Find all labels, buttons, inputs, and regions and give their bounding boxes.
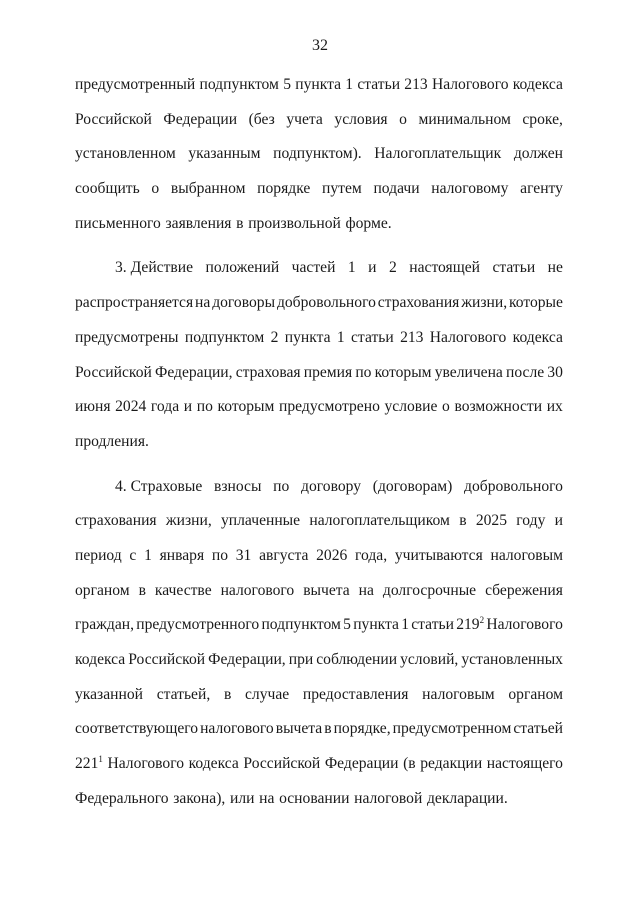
word: установленных	[461, 651, 563, 668]
word: июня	[75, 398, 111, 416]
word: возможности	[454, 398, 543, 416]
word: агенту	[520, 180, 563, 198]
page-number: 32	[312, 37, 328, 54]
word: вычета	[303, 581, 350, 599]
word: условий,	[400, 651, 459, 668]
text-line	[75, 207, 563, 242]
word: взносы	[214, 477, 262, 495]
word: $219^2$	[456, 615, 485, 634]
text-line	[75, 747, 563, 782]
word: статьи	[492, 259, 536, 277]
word: или	[229, 789, 255, 807]
word: подачи	[373, 180, 420, 198]
word: в	[138, 581, 146, 599]
word: Налогового	[429, 328, 507, 346]
word: (договорам)	[372, 477, 453, 495]
word: на	[195, 294, 211, 312]
word: Федерации,	[208, 651, 286, 668]
word: 31	[235, 546, 252, 564]
word: жизни,	[165, 512, 212, 530]
word: Российской	[75, 363, 152, 381]
word: порядке	[257, 180, 311, 198]
word: закона),	[173, 789, 226, 807]
word: подпунктом).	[273, 145, 362, 163]
word: Налогового	[486, 616, 563, 634]
word: налоговой	[354, 789, 423, 807]
word: 3. Действие	[115, 259, 194, 277]
word: налогового	[220, 581, 295, 599]
word: вычета	[275, 720, 323, 738]
text-line	[75, 137, 563, 172]
word: кодекса	[188, 755, 239, 773]
word: года	[150, 398, 180, 416]
word: января	[159, 546, 205, 564]
word: по	[273, 477, 290, 495]
text-line	[75, 470, 563, 505]
word: по	[355, 363, 372, 381]
word: на	[358, 581, 374, 599]
word: в	[223, 685, 232, 703]
word: добровольного	[464, 477, 563, 495]
word: условие	[384, 398, 438, 416]
text-line	[75, 712, 563, 747]
word: редакции	[420, 755, 483, 773]
word: 213	[400, 328, 424, 346]
word: Российской	[128, 651, 206, 668]
paragraph	[75, 68, 563, 241]
text-line	[75, 504, 563, 539]
word: в	[236, 214, 244, 232]
text-line	[75, 103, 563, 138]
word: путем	[322, 180, 362, 198]
word: Российской	[243, 755, 321, 773]
word: жизни,	[461, 294, 508, 312]
word: не	[547, 259, 563, 277]
word: в	[324, 720, 332, 738]
word: долгосрочные	[382, 581, 477, 599]
word: 1	[401, 616, 410, 634]
word: учитываются	[394, 546, 483, 564]
word: после	[506, 363, 545, 381]
word: договору	[301, 477, 362, 495]
word: уплаченные	[221, 512, 301, 530]
word: статьи	[351, 328, 394, 346]
word: Федерального	[75, 789, 169, 807]
word: 2	[389, 259, 397, 277]
word: в	[459, 512, 467, 530]
word: декларации.	[426, 789, 508, 807]
word: Федерации	[324, 755, 399, 773]
word: о	[151, 180, 160, 198]
text-line	[75, 782, 563, 817]
word: предусмотренном	[392, 720, 512, 738]
word: должен	[513, 145, 563, 163]
word: предусмотренный	[75, 76, 196, 93]
word: налоговым	[490, 546, 563, 564]
word: произвольной	[248, 214, 341, 232]
word: их	[546, 398, 563, 416]
word: статьи	[411, 616, 454, 634]
word: Налогоплательщик	[374, 145, 502, 163]
word: страхования	[377, 294, 460, 312]
word: положений	[205, 259, 280, 277]
word: продления.	[75, 432, 149, 450]
word: $221^1$	[75, 754, 103, 773]
word: письменного	[75, 214, 161, 232]
word: которым	[374, 363, 432, 381]
text-line	[75, 390, 563, 425]
word: налогоплательщиком	[309, 512, 450, 530]
word: которым	[217, 398, 275, 416]
word: Налогового	[107, 755, 185, 773]
word: налоговым	[422, 685, 495, 703]
word: предоставления	[302, 685, 409, 703]
word: выбранном	[170, 180, 246, 198]
word: сообщить	[75, 180, 140, 198]
word: основании	[279, 789, 350, 807]
word: кодекса	[512, 76, 563, 93]
word: 2	[270, 328, 279, 346]
word: и	[368, 259, 377, 277]
word: соответствующего	[75, 720, 199, 738]
text-line	[75, 286, 563, 321]
word: сроке,	[522, 110, 563, 128]
word: статьи	[357, 76, 401, 93]
word: налогового	[200, 720, 274, 738]
word: подпунктом	[184, 328, 265, 346]
paragraph-gap	[75, 460, 563, 470]
word: о	[442, 398, 450, 416]
word: увеличена	[434, 363, 503, 381]
word: настоящего	[486, 755, 563, 773]
paragraph	[75, 251, 563, 459]
word: соблюдении	[316, 651, 398, 668]
word: Российской	[75, 110, 152, 128]
word: августа	[259, 546, 309, 564]
word: по	[211, 546, 229, 564]
word: страхования	[75, 512, 157, 530]
word: 213	[404, 76, 428, 93]
word: органом	[508, 685, 563, 703]
word: Федерации	[163, 110, 238, 128]
text-line	[75, 678, 563, 713]
word: статьей,	[156, 685, 211, 703]
word: на	[259, 789, 275, 807]
word: порядке,	[333, 720, 391, 738]
word: минимальном	[418, 110, 511, 128]
word: пункта	[284, 328, 331, 346]
word: 2024	[115, 398, 147, 416]
document-body	[75, 68, 563, 816]
text-line	[75, 321, 563, 356]
word: предусмотрено	[279, 398, 380, 416]
word: и	[554, 512, 563, 530]
text-line	[75, 539, 563, 574]
word: случае	[245, 685, 290, 703]
text-line	[75, 643, 563, 678]
word: частей	[291, 259, 336, 277]
word: (в	[403, 755, 416, 773]
word: при	[288, 651, 314, 668]
text-line	[75, 425, 563, 460]
word: распространяется	[75, 294, 194, 312]
word: пункта	[353, 616, 399, 634]
word: 30	[547, 363, 563, 381]
word: налоговому	[431, 180, 509, 198]
word: добровольного	[276, 294, 376, 312]
word: статьей	[513, 720, 563, 738]
word: 4. Страховые	[115, 477, 203, 495]
word: форме.	[345, 214, 392, 232]
word: 2026	[316, 546, 348, 564]
word: с	[129, 546, 137, 564]
word: заявления	[165, 214, 232, 232]
word: условия	[334, 110, 388, 128]
word: подпунктом	[261, 616, 341, 634]
word: предусмотрены	[75, 328, 179, 346]
word: качестве	[154, 581, 212, 599]
word: указанной	[75, 685, 143, 703]
word: и	[183, 398, 193, 416]
word: подпунктом	[199, 76, 279, 93]
word: о	[399, 110, 407, 128]
text-line	[75, 251, 563, 286]
word: настоящей	[409, 259, 481, 277]
word: 1	[144, 546, 152, 564]
text-line	[75, 68, 563, 103]
word: 1	[336, 328, 345, 346]
word: договоры	[212, 294, 276, 312]
word: учета	[286, 110, 323, 128]
word: граждан,	[75, 616, 134, 634]
word: 1	[347, 259, 356, 277]
word: 2025	[475, 512, 508, 530]
word: период	[75, 546, 122, 564]
word: органом	[75, 581, 130, 599]
paragraph-gap	[75, 241, 563, 251]
word: пункта	[295, 76, 342, 93]
word: сбережения	[485, 581, 563, 599]
text-line	[75, 574, 563, 609]
word: (без	[248, 110, 275, 128]
word: кодекса	[512, 328, 563, 346]
word: кодекса	[75, 651, 126, 668]
word: по	[196, 398, 213, 416]
word: 5	[343, 616, 351, 634]
word: 1	[345, 76, 354, 93]
word: 5	[283, 76, 291, 93]
word: Федерации,	[155, 363, 233, 381]
word: страховая	[235, 363, 301, 381]
word: установленном	[75, 145, 176, 163]
word: года,	[355, 546, 388, 564]
word: Налогового	[431, 76, 509, 93]
word: премия	[303, 363, 353, 381]
word: предусмотренного	[136, 616, 260, 634]
paragraph	[75, 470, 563, 817]
word: году	[516, 512, 546, 530]
text-line	[75, 608, 563, 643]
word: которые	[508, 294, 563, 312]
text-line	[75, 172, 563, 207]
text-line	[75, 356, 563, 391]
word: указанным	[188, 145, 261, 163]
